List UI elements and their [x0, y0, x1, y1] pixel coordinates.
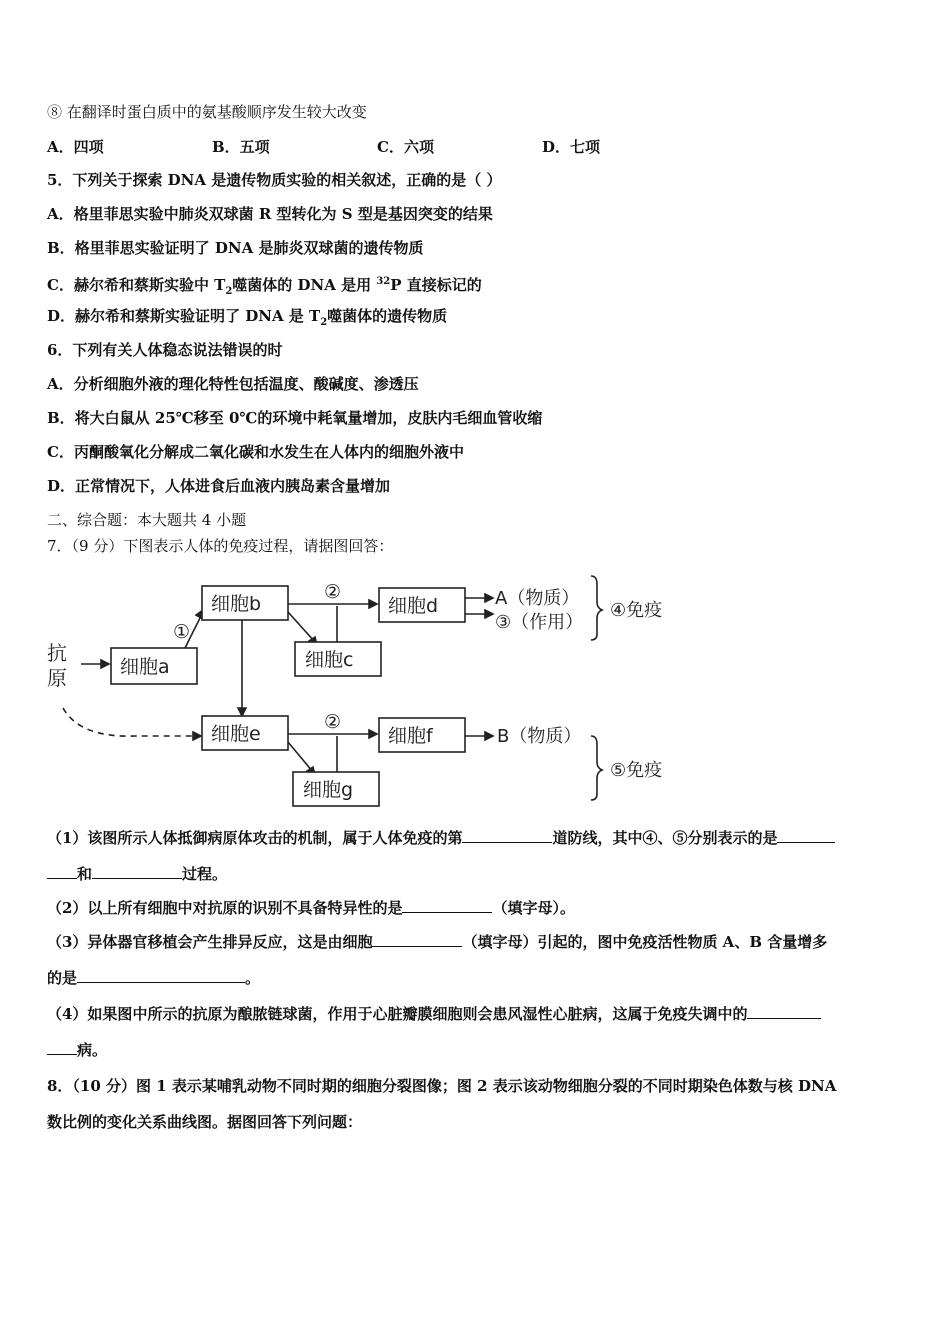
arrowhead	[485, 732, 493, 740]
arrow-e-to-g	[288, 742, 313, 772]
antigen-label-2: 原	[47, 666, 67, 690]
q4-option-c: C．六项	[377, 138, 434, 156]
q5-d-post: 噬菌体的遗传物质	[327, 307, 448, 325]
step-2-top-label: ②	[324, 581, 342, 603]
blank-4[interactable]	[402, 898, 492, 913]
cell-a-label: 细胞a	[120, 656, 170, 678]
q5-c-sup: 32	[376, 276, 391, 287]
cell-d-label: 细胞d	[388, 595, 439, 617]
arrowhead	[485, 610, 493, 618]
q5-c-pre: C．赫尔希和蔡斯实验中 T	[47, 276, 226, 294]
q7-p2-b: （填字母）。	[492, 899, 575, 917]
cell-e-label: 细胞e	[211, 723, 261, 745]
q6-option-c: C．丙酮酸氧化分解成二氧化碳和水发生在人体内的细胞外液中	[47, 443, 464, 461]
blank-7-cont[interactable]	[47, 1040, 77, 1055]
output-b-label: B（物质）	[497, 726, 582, 747]
brace-4	[591, 576, 602, 640]
q7-part-3-line-2	[47, 968, 260, 988]
q5-option-a: A．格里菲思实验中肺炎双球菌 R 型转化为 S 型是基因突变的结果	[47, 205, 493, 223]
q4-option-b: B．五项	[212, 138, 270, 156]
q7-p1-b: 道防线，其中④、⑤分别表示的是	[552, 829, 778, 847]
q5-c-sub: 2	[225, 286, 233, 297]
q5-stem: 5．下列关于探索 DNA 是遗传物质实验的相关叙述，正确的是（ ）	[47, 171, 502, 189]
cell-g-label: 细胞g	[303, 779, 354, 801]
arrowhead	[369, 730, 377, 738]
output-3-label: ③（作用）	[495, 612, 584, 633]
cell-b-label: 细胞b	[211, 593, 262, 615]
arrowhead	[193, 732, 201, 740]
q5-option-b: B．格里菲思实验证明了 DNA 是肺炎双球菌的遗传物质	[47, 239, 424, 257]
q7-part-4-line-1	[47, 1004, 821, 1024]
q4-option-a: A．四项	[47, 138, 104, 156]
blank-6[interactable]	[77, 968, 245, 983]
antigen-label-1: 抗	[47, 641, 67, 665]
q7-p4-a: （4）如果图中所示的抗原为酿脓链球菌，作用于心脏瓣膜细胞则会患风湿性心脏病，这属于免疫失调中的	[47, 1005, 748, 1023]
q7-part-1-line-2	[47, 864, 227, 884]
arrowhead	[238, 708, 246, 716]
arrowhead	[101, 660, 109, 668]
q7-part-4-line-2	[47, 1040, 107, 1060]
q4-option-d: D．七项	[542, 138, 601, 156]
q6-option-a: A．分析细胞外液的理化特性包括温度、酸碱度、渗透压	[47, 375, 419, 393]
q7-p3-b: （填字母）引起的，图中免疫活性物质 A、B 含量增多	[462, 933, 828, 951]
blank-5[interactable]	[372, 932, 462, 947]
immunity-4-label: ④免疫	[610, 600, 663, 621]
q6-option-d: D．正常情况下，人体进食后血液内胰岛素含量增加	[47, 477, 391, 495]
q6-stem: 6．下列有关人体稳态说法错误的时	[47, 341, 283, 359]
q7-p1-c: 和	[77, 865, 93, 883]
q7-p3-a: （3）异体器官移植会产生排异反应，这是由细胞	[47, 933, 373, 951]
q5-option-d	[47, 306, 447, 333]
dashed-arrow-antigen-to-e	[63, 708, 195, 736]
immunity-5-label: ⑤免疫	[610, 760, 663, 781]
q7-part-1-line-1	[47, 828, 835, 848]
section-2-heading: 二、综合题：本大题共 4 小题	[47, 511, 247, 529]
cell-c-label: 细胞c	[305, 649, 354, 671]
blank-3[interactable]	[92, 864, 182, 879]
q7-p4-b: 病。	[77, 1041, 108, 1059]
q8-stem-line-2: 数比例的变化关系曲线图。据图回答下列问题：	[47, 1113, 363, 1131]
step-2-bottom-label: ②	[324, 711, 342, 733]
immune-process-diagram	[45, 568, 710, 810]
cell-f-label: 细胞f	[388, 725, 433, 747]
q5-c-post: P 直接标记的	[390, 276, 482, 294]
output-a-label: A（物质）	[495, 588, 580, 609]
arrowhead	[369, 600, 377, 608]
q5-option-c	[47, 272, 482, 302]
blank-2[interactable]	[777, 828, 835, 843]
q7-p1-a: （1）该图所示人体抵御病原体攻击的机制，属于人体免疫的第	[47, 829, 463, 847]
q7-part-2	[47, 898, 575, 918]
q5-c-mid: 噬菌体的 DNA 是用	[232, 276, 377, 294]
q7-stem: 7．（9 分）下图表示人体的免疫过程，请据图回答：	[47, 537, 394, 555]
q8-stem-line-1: 8．（10 分）图 1 表示某哺乳动物不同时期的细胞分裂图像；图 2 表示该动物细胞分裂的不同时期染色体数与核 DNA	[47, 1077, 837, 1095]
brace-5	[591, 736, 602, 800]
q7-p3-c: 的是	[47, 969, 78, 987]
blank-2-cont[interactable]	[47, 864, 77, 879]
arrow-b-to-c	[288, 612, 315, 642]
blank-7[interactable]	[747, 1004, 821, 1019]
q5-d-sub: 2	[320, 317, 328, 328]
q4-item-8: ⑧ 在翻译时蛋白质中的氨基酸顺序发生较大改变	[47, 103, 367, 121]
q7-part-3-line-1	[47, 932, 827, 952]
q6-option-b: B．将大白鼠从 25℃移至 0℃的环境中耗氧量增加，皮肤内毛细血管收缩	[47, 409, 543, 427]
q7-p3-d: 。	[245, 969, 261, 987]
step-1-label: ①	[173, 621, 191, 643]
q5-d-pre: D．赫尔希和蔡斯实验证明了 DNA 是 T	[47, 307, 321, 325]
arrowhead	[485, 594, 493, 602]
blank-1[interactable]	[462, 828, 552, 843]
q7-p2-a: （2）以上所有细胞中对抗原的识别不具备特异性的是	[47, 899, 403, 917]
q7-p1-d: 过程。	[182, 865, 228, 883]
